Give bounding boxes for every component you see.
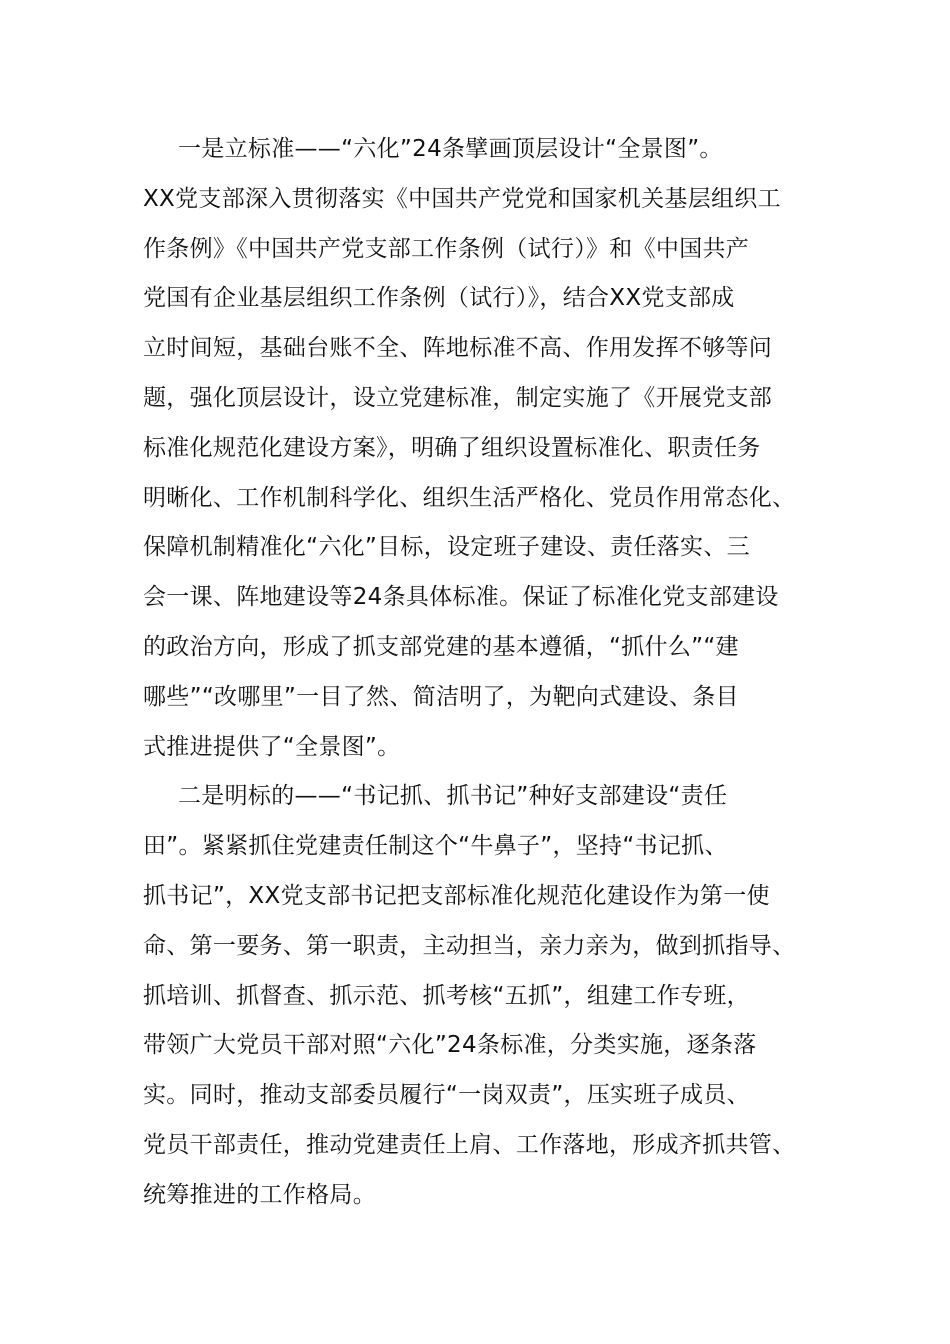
paragraph-2-line-9: 统筹推进的工作格局。 xyxy=(143,1181,376,1208)
paragraph-1-line-7: 标准化规范化建设方案》，明确了组织设置标准化、职责任务 xyxy=(143,434,761,461)
paragraph-2-line-6: 带领广大党员干部对照“六化”24条标准，分类实施，逐条落 xyxy=(143,1032,757,1059)
document-body xyxy=(143,125,823,1221)
paragraph-1-line-8: 明晰化、工作机制科学化、组织生活严格化、党员作用常态化、 xyxy=(143,484,796,511)
paragraph-1-line-3: 作条例》《中国共产党支部工作条例（试行）》和《中国共产 xyxy=(143,235,750,262)
paragraph-1-line-10: 会一课、阵地建设等24条具体标准。保证了标准化党支部建设 xyxy=(143,584,779,611)
paragraph-1-line-13: 式推进提供了“全景图”。 xyxy=(143,733,401,760)
paragraph-1-line-9: 保障机制精准化“六化”目标，设定班子建设、责任落实、三 xyxy=(143,534,750,561)
paragraph-2-line-3: 抓书记”，XX党支部书记把支部标准化规范化建设作为第一使 xyxy=(143,882,770,909)
paragraph-2-line-2: 田”。紧紧抓住党建责任制这个“牛鼻子”，坚持“书记抓、 xyxy=(143,833,728,860)
paragraph-1-line-6: 题，强化顶层设计，设立党建标准，制定实施了《开展党支部 xyxy=(143,384,773,411)
paragraph-1-line-12: 哪些”“改哪里”一目了然、简洁明了，为靶向式建设、条目 xyxy=(143,683,739,710)
paragraph-2-line-5: 抓培训、抓督查、抓示范、抓考核“五抓”，组建工作专班， xyxy=(143,982,750,1009)
paragraph-1-line-2: XX党支部深入贯彻落实《中国共产党党和国家机关基层组织工 xyxy=(143,185,781,212)
paragraph-1-line-1: 一是立标准——“六化”24条擘画顶层设计“全景图”。 xyxy=(178,136,723,162)
paragraph-2-line-7: 实。同时，推动支部委员履行“一岗双责”，压实班子成员、 xyxy=(143,1082,750,1109)
paragraph-1-line-5: 立时间短，基础台账不全、阵地标准不高、作用发挥不够等问 xyxy=(143,335,773,362)
paragraph-2-line-8: 党员干部责任，推动党建责任上肩、工作落地，形成齐抓共管、 xyxy=(143,1131,796,1158)
paragraph-2-line-1: 二是明标的——“书记抓、抓书记”种好支部建设“责任 xyxy=(178,783,728,810)
paragraph-2-line-4: 命、第一要务、第一职责，主动担当，亲力亲为，做到抓指导、 xyxy=(143,932,796,959)
paragraph-1-line-4: 党国有企业基层组织工作条例（试行）》，结合XX党支部成 xyxy=(143,285,735,312)
paragraph-1-line-11: 的政治方向，形成了抓支部党建的基本遵循，“抓什么”“建 xyxy=(143,633,739,660)
